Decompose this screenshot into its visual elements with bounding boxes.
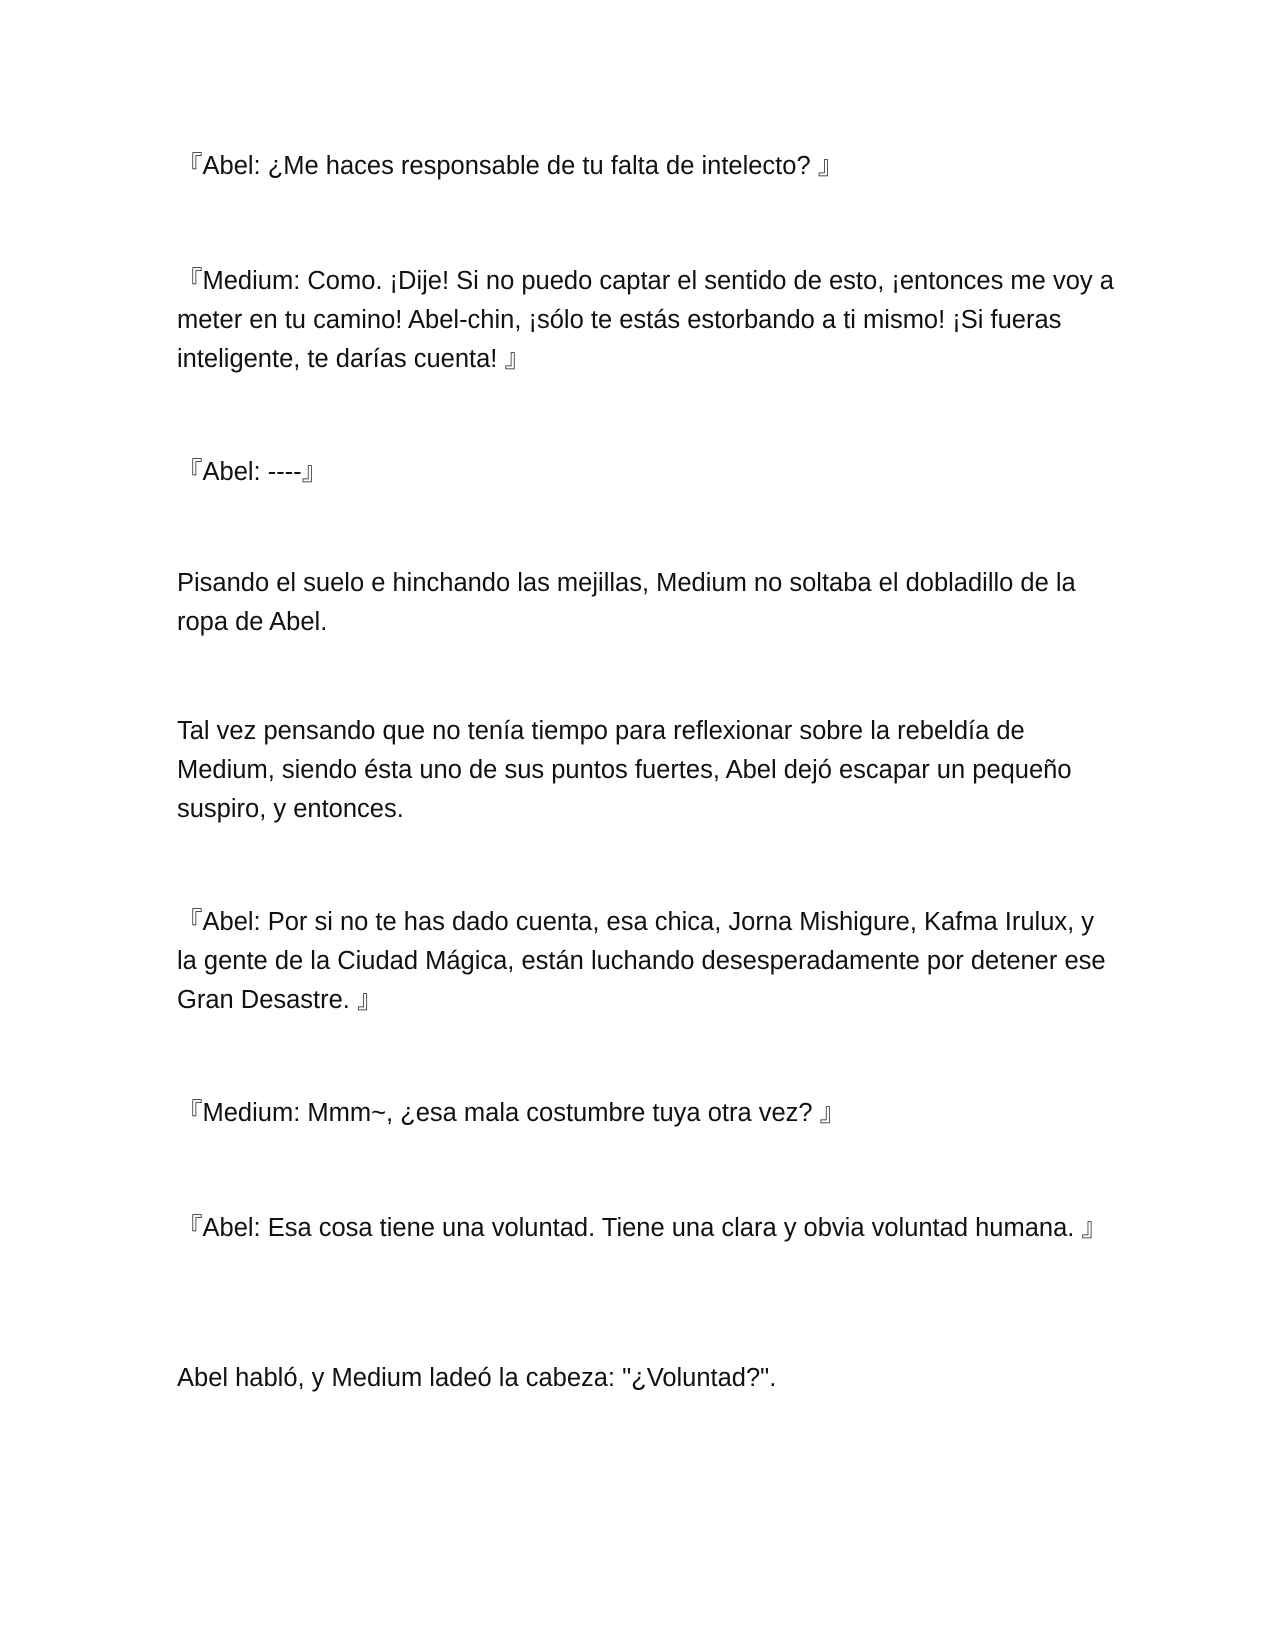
dialogue-paragraph-2: 『Medium: Como. ¡Dije! Si no puedo captar el sentido de esto, ¡entonces me voy a meter en tu camino! Abel-chin, ¡sólo te estás estorbando a ti mismo! ¡Si fueras inteligente, te darías cuenta! 』 bbox=[177, 267, 1121, 373]
narration-paragraph-3: Abel habló, y Medium ladeó la cabeza: "¿Voluntad?". bbox=[177, 1364, 777, 1392]
dialogue-paragraph-3: 『Abel: ----』 bbox=[177, 458, 328, 486]
narration-paragraph-2: Tal vez pensando que no tenía tiempo para reflexionar sobre la rebeldía de Medium, siendo ésta uno de sus puntos fuertes, Abel dejó escapar un pequeño suspiro, y entonces. bbox=[177, 717, 1079, 823]
dialogue-paragraph-4: 『Abel: Por si no te has dado cuenta, esa chica, Jorna Mishigure, Kafma Irulux, y la gente de la Ciudad Mágica, están luchando desesperadamente por detener ese Gran Desastre. 』 bbox=[177, 908, 1113, 1014]
dialogue-paragraph-1: 『Abel: ¿Me haces responsable de tu falta de intelecto? 』 bbox=[177, 152, 844, 180]
dialogue-paragraph-6: 『Abel: Esa cosa tiene una voluntad. Tiene una clara y obvia voluntad humana. 』 bbox=[177, 1214, 1107, 1242]
dialogue-paragraph-5: 『Medium: Mmm~, ¿esa mala costumbre tuya otra vez? 』 bbox=[177, 1099, 846, 1127]
narration-paragraph-1: Pisando el suelo e hinchando las mejillas, Medium no soltaba el dobladillo de la ropa de Abel. bbox=[177, 569, 1083, 636]
